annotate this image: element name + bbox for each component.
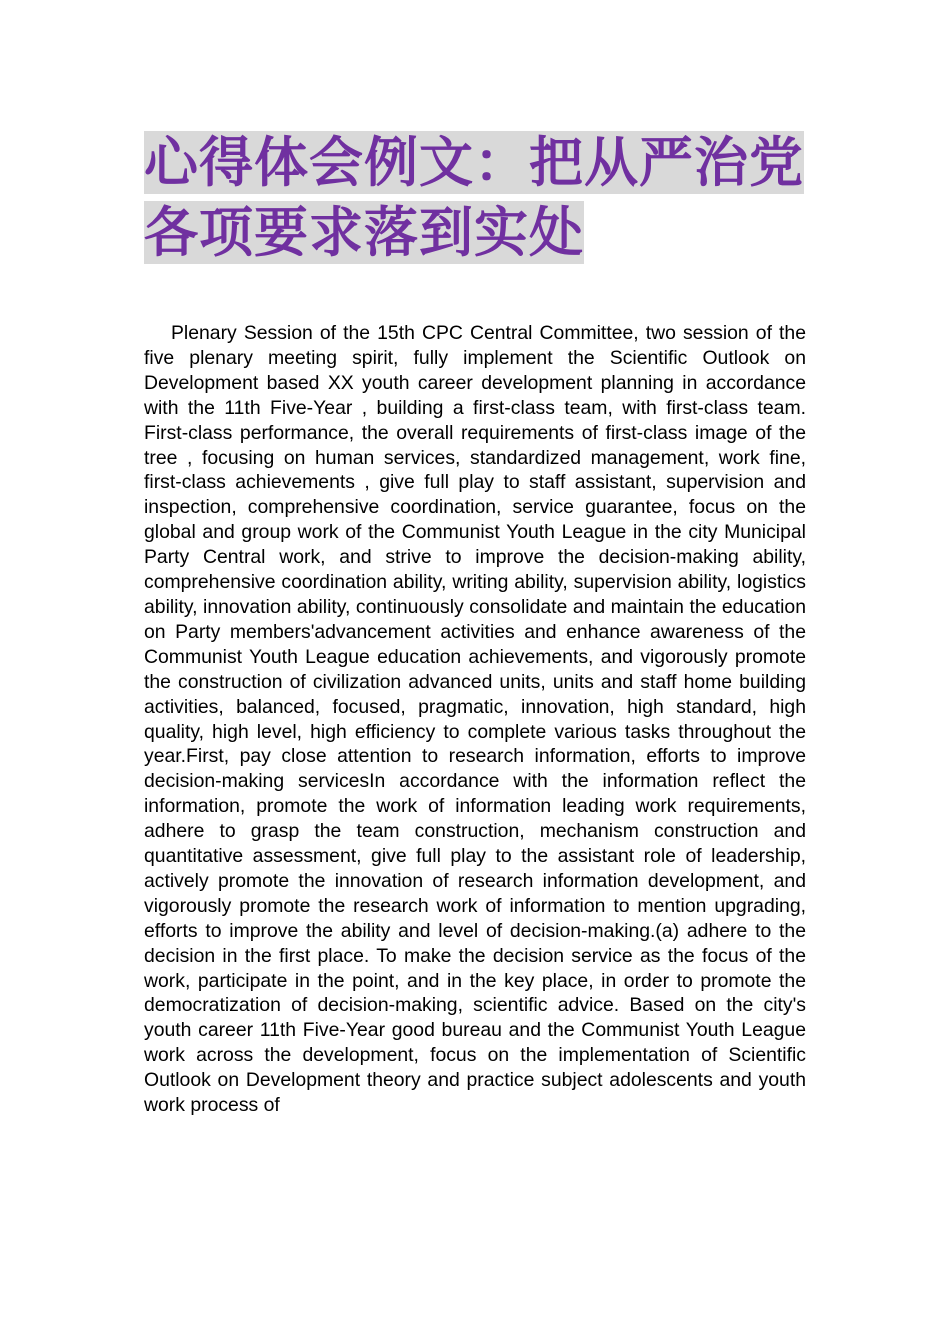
document-body-paragraph: Plenary Session of the 15th CPC Central Committee, two session of the five plenary meeting spirit, fully implement the Scientific Outlook on Development based XX youth career development planning in accordance with the 11th Five-Year , building a first-class team, with first-class team. First-class performance, the overall requirements of first-class image of the tree , focusing on human services, standardized management, work fine, first-class achievements , give full play to staff assistant, supervision and inspection, comprehensive coordination, service guarantee, focus on the global and group work of the Communist Youth League in the city Municipal Party Central work, and strive to improve the decision-making ability, comprehensive coordination ability, writing ability, supervision ability, logistics ability, innovation ability, continuously consolidate and maintain the education on Party members'advancement activities and enhance awareness of the Communist Youth League education achievements, and vigorously promote the construction of civilization advanced units, units and staff home building activities, balanced, focused, pragmatic, innovation, high standard, high quality, high level, high efficiency to complete various tasks throughout the year.First, pay close attention to research information, efforts to improve decision-making servicesIn accordance with the information reflect the information, promote the work of information leading work requirements, adhere to grasp the team construction, mechanism construction and quantitative assessment, give full play to the assistant role of leadership, actively promote the innovation of research information development, and vigorously promote the research work of information to mention upgrading, efforts to improve the ability and level of decision-making.(a) adhere to the decision in the first place. To make the decision service as the focus of the work, participate in the point, and in the key place, in order to promote the democratization of decision-making, scientific advice. Based on the city's youth career 11th Five-Year good bureau and the Communist Youth League work across the development, focus on the implementation of Scientific Outlook on Development theory and practice subject adolescents and youth work process of xyxy=(144,322,806,1117)
document-title xyxy=(144,128,812,268)
document-title-text: 心得体会例文：把从严治党各项要求落到实处 xyxy=(144,131,804,264)
